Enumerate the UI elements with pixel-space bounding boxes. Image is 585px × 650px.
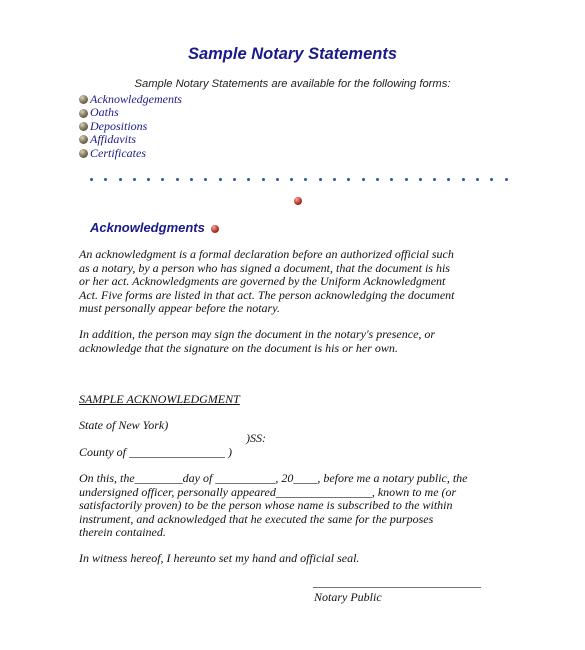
signature-label: Notary Public	[314, 590, 382, 604]
section-heading-text: Acknowledgments	[90, 220, 205, 235]
list-item[interactable]	[79, 147, 182, 160]
signature-line: ____________________________	[313, 575, 481, 589]
form-link[interactable]: Certificates	[90, 145, 146, 160]
text-line: Act. Five forms are listed in that act. The person acknowledging the document	[79, 287, 455, 302]
list-item[interactable]	[79, 93, 182, 106]
red-ball-icon	[294, 197, 302, 205]
text-line: must personally appear before the notary.	[79, 301, 280, 315]
state-line: State of New York)	[79, 418, 169, 432]
list-item[interactable]	[79, 133, 182, 146]
witness-line: In witness hereof, I hereunto set my hand and official seal.	[79, 551, 360, 565]
intro-text: Sample Notary Statements are available for the following forms:	[134, 78, 451, 90]
text-line: or her act. Acknowledgments are governed by the Uniform Acknowledgment	[79, 274, 446, 288]
text-line: therein contained.	[79, 525, 166, 539]
bullet-icon	[79, 95, 88, 104]
sample-heading: SAMPLE ACKNOWLEDGMENT	[79, 392, 240, 406]
bullet-icon	[79, 122, 88, 131]
form-link[interactable]: Oaths	[90, 105, 119, 120]
text-line: On this, the________day of __________, 20____, before me a notary public, the	[79, 471, 468, 485]
list-item[interactable]	[79, 106, 182, 119]
bullet-icon	[79, 149, 88, 158]
form-link[interactable]: Affidavits	[90, 132, 136, 147]
text-line: instrument, and acknowledged that he executed the same for the purposes	[79, 511, 434, 526]
section-heading	[90, 220, 219, 235]
dotted-divider	[90, 176, 508, 182]
text-line: In addition, the person may sign the document in the notary's presence, or	[79, 327, 436, 341]
acknowledgment-description	[79, 248, 509, 316]
bullet-icon	[79, 135, 88, 144]
county-line: County of ________________ )	[79, 445, 232, 459]
additional-paragraph	[79, 328, 509, 355]
list-item[interactable]	[79, 120, 182, 133]
ss-line: )SS:	[246, 431, 266, 445]
red-ball-icon	[211, 225, 219, 233]
text-line: acknowledge that the signature on the document is his or her own.	[79, 340, 398, 355]
acknowledgment-body	[79, 472, 509, 540]
form-link[interactable]: Acknowledgements	[90, 92, 182, 106]
bullet-icon	[79, 109, 88, 118]
text-line: satisfactorily proven) to be the person whose name is subscribed to the within	[79, 498, 453, 512]
forms-list	[79, 93, 182, 160]
text-line: undersigned officer, personally appeared________________, known to me (or	[79, 484, 457, 499]
page-title: Sample Notary Statements	[187, 45, 398, 63]
text-line: An acknowledgment is a formal declaration before an authorized official such	[79, 247, 454, 261]
text-line: as a notary, by a person who has signed a document, that the document is his	[79, 260, 450, 275]
form-link[interactable]: Depositions	[90, 118, 148, 133]
